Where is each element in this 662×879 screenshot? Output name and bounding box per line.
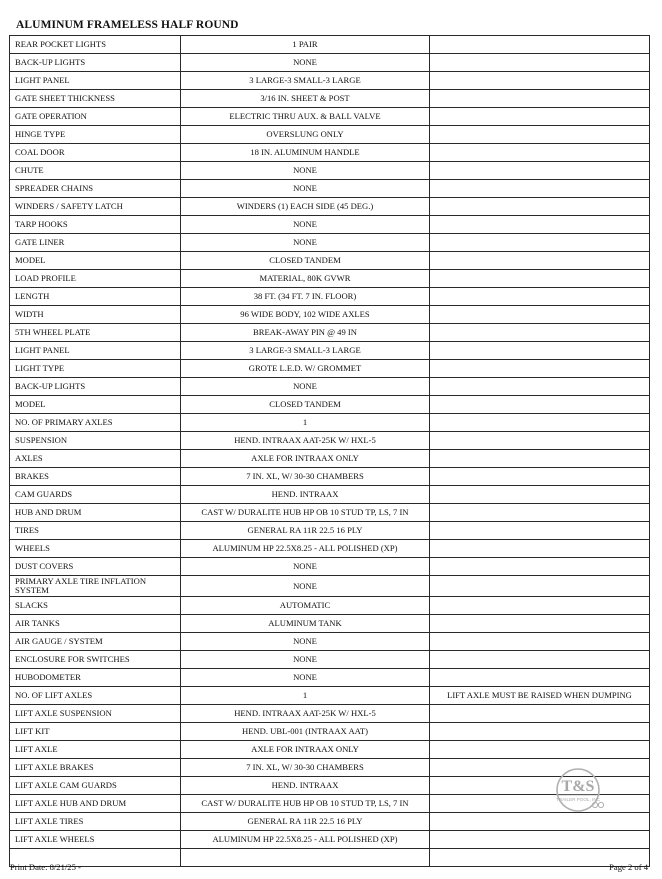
table-row bbox=[10, 615, 650, 633]
table-row bbox=[10, 540, 650, 558]
spec-label: LIFT AXLE bbox=[10, 741, 181, 759]
spec-value: BREAK-AWAY PIN @ 49 IN bbox=[181, 324, 430, 342]
spec-note bbox=[430, 216, 650, 234]
spec-value: OVERSLUNG ONLY bbox=[181, 126, 430, 144]
spec-note bbox=[430, 558, 650, 576]
spec-note bbox=[430, 252, 650, 270]
spec-label: GATE OPERATION bbox=[10, 108, 181, 126]
spec-label: LIGHT PANEL bbox=[10, 72, 181, 90]
table-row bbox=[10, 558, 650, 576]
spec-label: CAM GUARDS bbox=[10, 486, 181, 504]
spec-value: ALUMINUM HP 22.5X8.25 - ALL POLISHED (XP) bbox=[181, 831, 430, 849]
spec-label: WHEELS bbox=[10, 540, 181, 558]
table-row bbox=[10, 414, 650, 432]
spec-label: GATE LINER bbox=[10, 234, 181, 252]
spec-value: 7 IN. XL, W/ 30-30 CHAMBERS bbox=[181, 468, 430, 486]
spec-label: HUBODOMETER bbox=[10, 669, 181, 687]
spec-label: NO. OF LIFT AXLES bbox=[10, 687, 181, 705]
spec-value: 1 PAIR bbox=[181, 36, 430, 54]
table-row bbox=[10, 741, 650, 759]
table-row bbox=[10, 306, 650, 324]
spec-note bbox=[430, 162, 650, 180]
spec-value: NONE bbox=[181, 378, 430, 396]
spec-label: NO. OF PRIMARY AXLES bbox=[10, 414, 181, 432]
spec-note bbox=[430, 723, 650, 741]
spec-label: LIFT AXLE WHEELS bbox=[10, 831, 181, 849]
spec-value: 18 IN. ALUMINUM HANDLE bbox=[181, 144, 430, 162]
spec-value: NONE bbox=[181, 651, 430, 669]
spec-value: AXLE FOR INTRAAX ONLY bbox=[181, 450, 430, 468]
spec-label: BRAKES bbox=[10, 468, 181, 486]
table-row bbox=[10, 180, 650, 198]
spec-note bbox=[430, 522, 650, 540]
spec-label: SPREADER CHAINS bbox=[10, 180, 181, 198]
spec-label: 5TH WHEEL PLATE bbox=[10, 324, 181, 342]
table-row bbox=[10, 90, 650, 108]
table-row bbox=[10, 687, 650, 705]
table-row bbox=[10, 54, 650, 72]
table-row bbox=[10, 432, 650, 450]
table-row bbox=[10, 342, 650, 360]
table-row bbox=[10, 576, 650, 597]
spec-label: SLACKS bbox=[10, 597, 181, 615]
spec-value: MATERIAL, 80K GVWR bbox=[181, 270, 430, 288]
spec-note bbox=[430, 576, 650, 597]
table-row bbox=[10, 633, 650, 651]
spec-value: 38 FT. (34 FT. 7 IN. FLOOR) bbox=[181, 288, 430, 306]
spec-note bbox=[430, 396, 650, 414]
table-row bbox=[10, 216, 650, 234]
table-row bbox=[10, 450, 650, 468]
spec-note bbox=[430, 540, 650, 558]
spec-note bbox=[430, 288, 650, 306]
spec-label: HINGE TYPE bbox=[10, 126, 181, 144]
table-row bbox=[10, 849, 650, 867]
spec-label: WINDERS / SAFETY LATCH bbox=[10, 198, 181, 216]
spec-value: GROTE L.E.D. W/ GROMMET bbox=[181, 360, 430, 378]
spec-value: HEND. UBL-001 (INTRAAX AAT) bbox=[181, 723, 430, 741]
spec-label: DUST COVERS bbox=[10, 558, 181, 576]
spec-note bbox=[430, 324, 650, 342]
spec-value: 3/16 IN. SHEET & POST bbox=[181, 90, 430, 108]
spec-label: AIR GAUGE / SYSTEM bbox=[10, 633, 181, 651]
spec-label: MODEL bbox=[10, 396, 181, 414]
spec-note bbox=[430, 414, 650, 432]
spec-note bbox=[430, 378, 650, 396]
spec-note bbox=[430, 180, 650, 198]
spec-label: LIFT KIT bbox=[10, 723, 181, 741]
spec-note bbox=[430, 759, 650, 777]
spec-note bbox=[430, 741, 650, 759]
spec-note bbox=[430, 144, 650, 162]
logo-subtext: TRAILER POOL, INC bbox=[556, 797, 600, 802]
ts-trailer-pool-logo bbox=[547, 766, 609, 814]
spec-label: TIRES bbox=[10, 522, 181, 540]
table-row bbox=[10, 651, 650, 669]
spec-value: NONE bbox=[181, 234, 430, 252]
spec-note bbox=[430, 432, 650, 450]
table-row bbox=[10, 252, 650, 270]
table-row bbox=[10, 108, 650, 126]
spec-label: ENCLOSURE FOR SWITCHES bbox=[10, 651, 181, 669]
spec-table-body bbox=[10, 36, 650, 867]
table-row bbox=[10, 270, 650, 288]
spec-note bbox=[430, 342, 650, 360]
spec-note bbox=[430, 126, 650, 144]
spec-value bbox=[181, 849, 430, 867]
spec-note bbox=[430, 306, 650, 324]
spec-value: 1 bbox=[181, 687, 430, 705]
spec-value: NONE bbox=[181, 558, 430, 576]
spec-label: COAL DOOR bbox=[10, 144, 181, 162]
spec-label: BACK-UP LIGHTS bbox=[10, 54, 181, 72]
table-row bbox=[10, 597, 650, 615]
table-row bbox=[10, 723, 650, 741]
spec-label: CHUTE bbox=[10, 162, 181, 180]
spec-value: CLOSED TANDEM bbox=[181, 396, 430, 414]
table-row bbox=[10, 831, 650, 849]
spec-note bbox=[430, 813, 650, 831]
spec-note bbox=[430, 633, 650, 651]
spec-label: GATE SHEET THICKNESS bbox=[10, 90, 181, 108]
spec-label: HUB AND DRUM bbox=[10, 504, 181, 522]
spec-note bbox=[430, 198, 650, 216]
table-row bbox=[10, 126, 650, 144]
table-row bbox=[10, 234, 650, 252]
spec-value: AXLE FOR INTRAAX ONLY bbox=[181, 741, 430, 759]
spec-value: HEND. INTRAAX bbox=[181, 486, 430, 504]
spec-value: 3 LARGE-3 SMALL-3 LARGE bbox=[181, 72, 430, 90]
table-row bbox=[10, 486, 650, 504]
document-title: ALUMINUM FRAMELESS HALF ROUND bbox=[16, 19, 239, 31]
spec-value: WINDERS (1) EACH SIDE (45 DEG.) bbox=[181, 198, 430, 216]
table-row bbox=[10, 396, 650, 414]
table-row bbox=[10, 360, 650, 378]
spec-label: PRIMARY AXLE TIRE INFLATION SYSTEM bbox=[10, 576, 181, 597]
spec-value: NONE bbox=[181, 162, 430, 180]
spec-label: REAR POCKET LIGHTS bbox=[10, 36, 181, 54]
spec-value: 7 IN. XL, W/ 30-30 CHAMBERS bbox=[181, 759, 430, 777]
spec-value: NONE bbox=[181, 54, 430, 72]
spec-note bbox=[430, 36, 650, 54]
print-date: Print Date: 8/21/25 - bbox=[10, 862, 81, 872]
spec-label: TARP HOOKS bbox=[10, 216, 181, 234]
spec-note: LIFT AXLE MUST BE RAISED WHEN DUMPING bbox=[430, 687, 650, 705]
spec-note bbox=[430, 270, 650, 288]
spec-note bbox=[430, 831, 650, 849]
spec-value: ELECTRIC THRU AUX. & BALL VALVE bbox=[181, 108, 430, 126]
spec-value: NONE bbox=[181, 669, 430, 687]
spec-value: NONE bbox=[181, 216, 430, 234]
page-number: Page 2 of 4 bbox=[609, 862, 648, 872]
spec-note bbox=[430, 234, 650, 252]
spec-label: LIGHT TYPE bbox=[10, 360, 181, 378]
table-row bbox=[10, 705, 650, 723]
spec-value: NONE bbox=[181, 180, 430, 198]
spec-value: HEND. INTRAAX bbox=[181, 777, 430, 795]
spec-value: CAST W/ DURALITE HUB HP OB 10 STUD TP, LS, 7 IN bbox=[181, 504, 430, 522]
spec-value: ALUMINUM HP 22.5X8.25 - ALL POLISHED (XP) bbox=[181, 540, 430, 558]
table-row bbox=[10, 669, 650, 687]
spec-label: LIGHT PANEL bbox=[10, 342, 181, 360]
spec-label: LIFT AXLE HUB AND DRUM bbox=[10, 795, 181, 813]
spec-note bbox=[430, 360, 650, 378]
spec-note bbox=[430, 108, 650, 126]
spec-value: NONE bbox=[181, 633, 430, 651]
spec-note bbox=[430, 54, 650, 72]
spec-value: HEND. INTRAAX AAT-25K W/ HXL-5 bbox=[181, 705, 430, 723]
spec-label: MODEL bbox=[10, 252, 181, 270]
spec-value: NONE bbox=[181, 576, 430, 597]
spec-value: CLOSED TANDEM bbox=[181, 252, 430, 270]
spec-label: SUSPENSION bbox=[10, 432, 181, 450]
spec-note bbox=[430, 669, 650, 687]
spec-label: BACK-UP LIGHTS bbox=[10, 378, 181, 396]
spec-value: 1 bbox=[181, 414, 430, 432]
spec-note bbox=[430, 504, 650, 522]
spec-note bbox=[430, 651, 650, 669]
spec-label: LIFT AXLE SUSPENSION bbox=[10, 705, 181, 723]
spec-note bbox=[430, 90, 650, 108]
spec-value: 3 LARGE-3 SMALL-3 LARGE bbox=[181, 342, 430, 360]
spec-label: LIFT AXLE BRAKES bbox=[10, 759, 181, 777]
spec-label: WIDTH bbox=[10, 306, 181, 324]
table-row bbox=[10, 288, 650, 306]
spec-note bbox=[430, 705, 650, 723]
spec-note bbox=[430, 795, 650, 813]
spec-value: AUTOMATIC bbox=[181, 597, 430, 615]
spec-label: LIFT AXLE CAM GUARDS bbox=[10, 777, 181, 795]
spec-value: CAST W/ DURALITE HUB HP OB 10 STUD TP, LS, 7 IN bbox=[181, 795, 430, 813]
table-row bbox=[10, 36, 650, 54]
spec-value: ALUMINUM TANK bbox=[181, 615, 430, 633]
logo-text: T&S bbox=[561, 778, 595, 795]
spec-label: LOAD PROFILE bbox=[10, 270, 181, 288]
spec-note bbox=[430, 72, 650, 90]
spec-note bbox=[430, 468, 650, 486]
spec-value: 96 WIDE BODY, 102 WIDE AXLES bbox=[181, 306, 430, 324]
spec-note bbox=[430, 777, 650, 795]
spec-note bbox=[430, 486, 650, 504]
spec-note bbox=[430, 597, 650, 615]
spec-label: LENGTH bbox=[10, 288, 181, 306]
table-row bbox=[10, 522, 650, 540]
table-row bbox=[10, 72, 650, 90]
table-row bbox=[10, 144, 650, 162]
table-row bbox=[10, 324, 650, 342]
spec-label: LIFT AXLE TIRES bbox=[10, 813, 181, 831]
table-row bbox=[10, 504, 650, 522]
spec-note bbox=[430, 615, 650, 633]
table-row bbox=[10, 468, 650, 486]
spec-value: HEND. INTRAAX AAT-25K W/ HXL-5 bbox=[181, 432, 430, 450]
spec-label: AIR TANKS bbox=[10, 615, 181, 633]
spec-note bbox=[430, 450, 650, 468]
table-row bbox=[10, 378, 650, 396]
table-row bbox=[10, 813, 650, 831]
spec-label: AXLES bbox=[10, 450, 181, 468]
spec-value: GENERAL RA 11R 22.5 16 PLY bbox=[181, 813, 430, 831]
spec-table bbox=[9, 35, 650, 867]
spec-value: GENERAL RA 11R 22.5 16 PLY bbox=[181, 522, 430, 540]
table-row bbox=[10, 162, 650, 180]
table-row bbox=[10, 198, 650, 216]
